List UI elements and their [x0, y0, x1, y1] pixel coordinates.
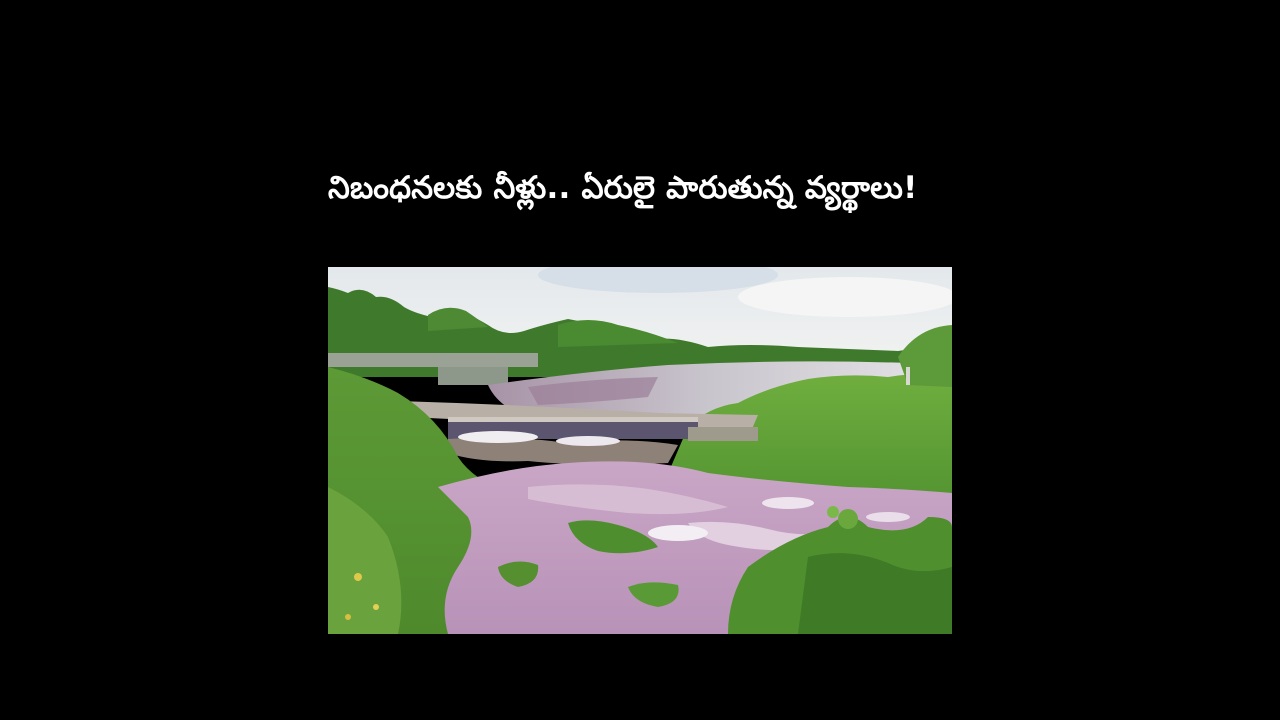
polluted-stream-image [328, 267, 952, 634]
article-photo[interactable] [328, 267, 952, 634]
article-headline: నిబంధనలకు నీళ్లు.. ఏరులై పారుతున్న వ్యర్థాలు! [328, 170, 918, 206]
